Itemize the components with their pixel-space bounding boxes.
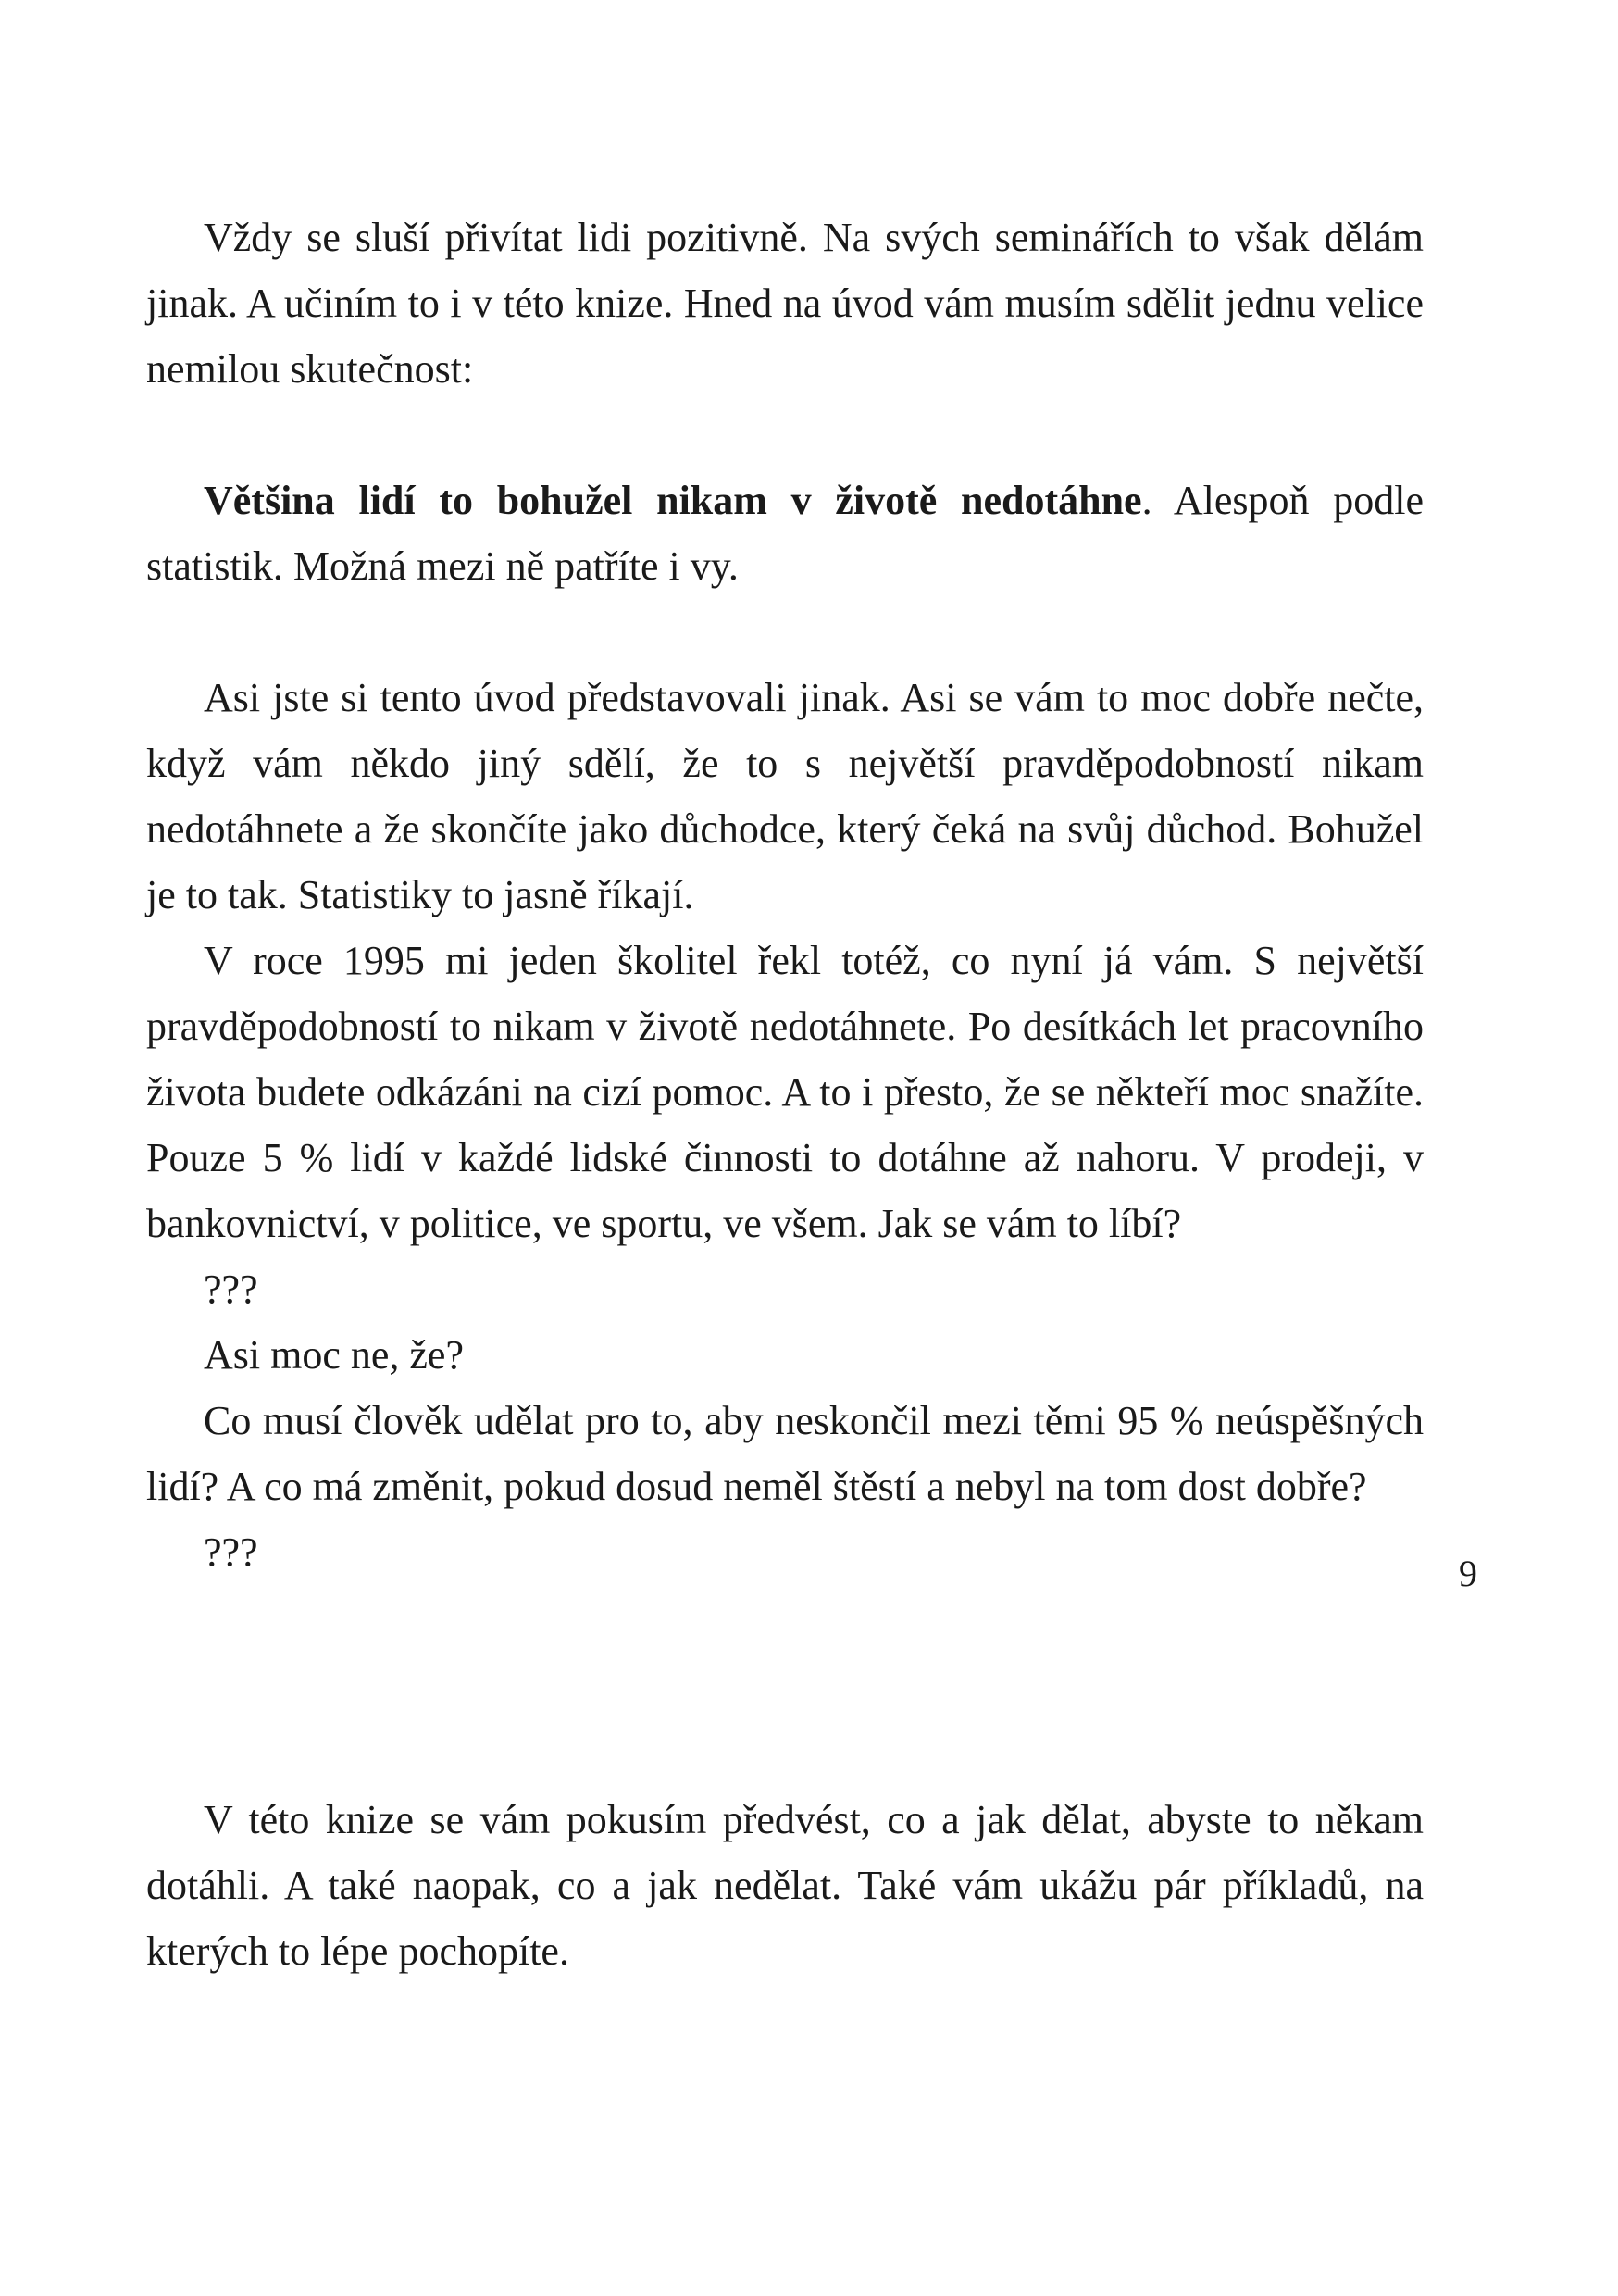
intro-section: [146, 205, 1424, 402]
paragraph-question-marks-1: ???: [204, 1267, 258, 1312]
paragraph-what-to-do: Co musí člověk udělat pro to, aby neskončil mezi těmi 95 % neúspěšných lidí? A co má změnit, pokud dosud neměl štěstí a nebyl na tom dost dobře?: [146, 1398, 1424, 1509]
paragraph-trainer-story: V roce 1995 mi jeden školitel řekl totéž, co nyní já vám. S největší pravděpodobností to nikam v životě nedotáhnete. Po desítkách let pracovního života budete odkázáni na cizí pomoc. A to i přesto, že se někteří moc snažíte. Pouze 5 % lidí v každé lidské činnosti to dotáhne až nahoru. V prodeji, v bankovnictví, v politice, ve sportu, ve všem. Jak se vám to líbí?: [146, 938, 1424, 1246]
statement-continuation: . Alespoň podle statistik. Možná mezi ně patříte i vy.: [146, 478, 1424, 589]
paragraph-question-marks-2: ???: [204, 1529, 258, 1575]
closing-section: [146, 1787, 1424, 1984]
paragraph-probably-not: Asi moc ne, že?: [204, 1332, 464, 1378]
main-section: [146, 665, 1424, 1585]
statement-section: [146, 468, 1424, 599]
paragraph-intro: Vždy se sluší přivítat lidi pozitivně. Na svých seminářích to však dělám jinak. A učiním to i v této knize. Hned na úvod vám musím sdělit jednu velice nemilou skutečnost:: [146, 215, 1424, 392]
paragraph-statement: [146, 468, 1424, 599]
page-number: 9: [1459, 1553, 1477, 1594]
bold-statement: Většina lidí to bohužel nikam v životě nedotáhne: [204, 478, 1142, 523]
paragraph-book-purpose: V této knize se vám pokusím předvést, co a jak dělat, abyste to někam dotáhli. A také naopak, co a jak nedělat. Také vám ukážu pár příkladů, na kterých to lépe pochopíte.: [146, 1797, 1424, 1974]
paragraph-intro-reaction: Asi jste si tento úvod představovali jinak. Asi se vám to moc dobře nečte, když vám někdo jiný sdělí, že to s největší pravděpodobností nikam nedotáhnete a že skončíte jako důchodce, který čeká na svůj důchod. Bohužel je to tak. Statistiky to jasně říkají.: [146, 675, 1424, 917]
